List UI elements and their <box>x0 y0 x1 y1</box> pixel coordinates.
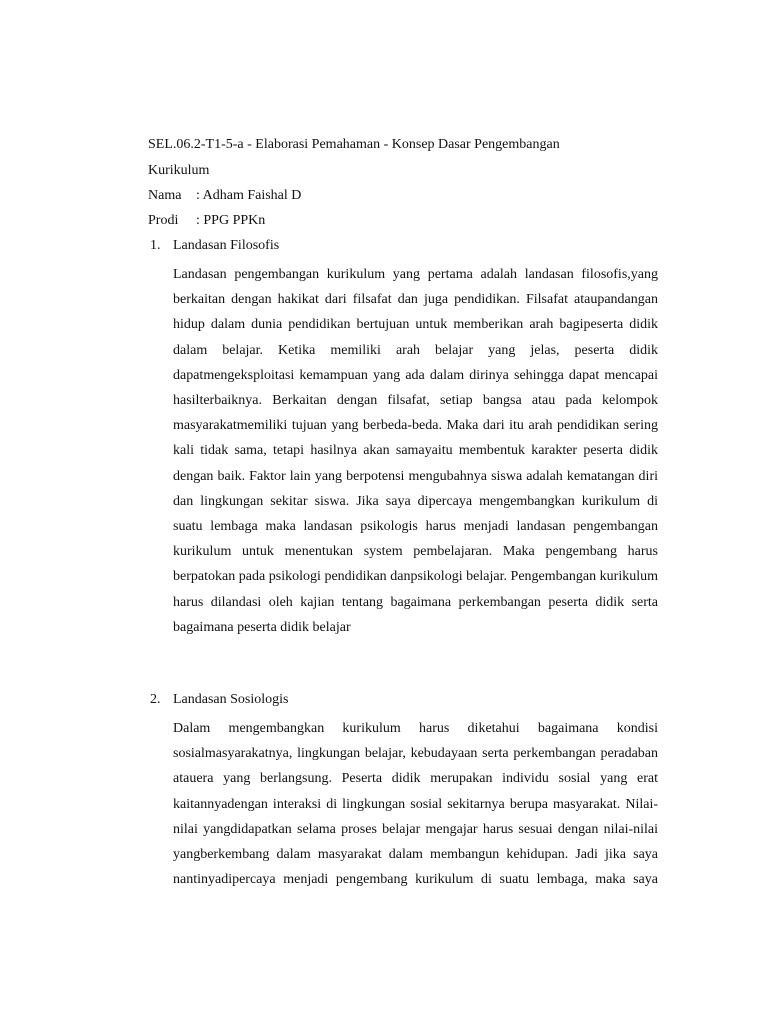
prodi-value: : PPG PPKn <box>196 213 266 228</box>
name-value: : Adham Faishal D <box>196 188 302 203</box>
document-title-line2: Kurikulum <box>148 163 210 178</box>
section-body-filosofis: Landasan pengembangan kurikulum yang pertama adalah landasan filosofis,yang berkaitan dengan hakikat dari filsafat dan juga pendidikan. Filsafat ataupandangan hidup dalam dunia pendidikan bertujuan untuk memberikan arah bagipeserta didik dalam belajar. Ketika memiliki arah belajar yang jelas, peserta didik dapatmengeksploitasi kemampuan yang ada dalam dirinya sehingga dapat mencapai hasilterbaiknya. Berkaitan dengan filsafat, setiap bangsa atau pada kelompok masyarakatmemiliki tujuan yang berbeda-beda. Maka dari itu arah pendidikan sering kali tidak sama, tetapi hasilnya akan samayaitu membentuk karakter peserta didik dengan baik. Faktor lain yang berpotensi mengubahnya siswa adalah kematangan diri dan lingkungan sekitar siswa. Jika saya dipercaya mengembangkan kurikulum di suatu lembaga maka landasan psikologis harus menjadi landasan pengembangan kurikulum untuk menentukan system pembelajaran. Maka pengembang harus berpatokan pada psikologi pendidikan danpsikologi belajar. Pengembangan kurikulum harus dilandasi oleh kajian tentang bagaimana perkembangan peserta didik serta bagaimana peserta didik belajar <box>173 267 658 635</box>
section-title: Landasan Sosiologis <box>173 692 289 707</box>
section-number: 1. <box>150 238 161 253</box>
section-number: 2. <box>150 692 161 707</box>
name-label: Nama <box>148 188 182 203</box>
section-heading-filosofis <box>148 237 279 255</box>
section-heading-sosiologis <box>148 691 289 709</box>
section-body-sosiologis <box>173 716 658 892</box>
prodi-label: Prodi <box>148 213 179 228</box>
name-row <box>148 187 301 205</box>
section-title: Landasan Filosofis <box>173 238 280 253</box>
document-title-line1: SEL.06.2-T1-5-a - Elaborasi Pemahaman - Konsep Dasar Pengembangan <box>148 137 560 152</box>
section-body-text: Dalam mengembangkan kurikulum harus diketahui bagaimana kondisi sosialmasyarakatnya, lingkungan belajar, kebudayaan serta perkembangan peradaban atauera yang berlangsung. Peserta didik merupakan individu sosial yang erat kaitannyadengan interaksi di lingkungan sosial sekitarnya berupa masyarakat. Nilai-nilai yangdidapatkan selama proses belajar mengajar harus sesuai dengan nilai-nilai yangberkembang dalam masyarakat dalam membangun kehidupan. Jadi jika saya nantinyadipercaya menjadi pengembang kurikulum di suatu lembaga, maka saya <box>173 721 658 888</box>
prodi-row <box>148 212 265 230</box>
